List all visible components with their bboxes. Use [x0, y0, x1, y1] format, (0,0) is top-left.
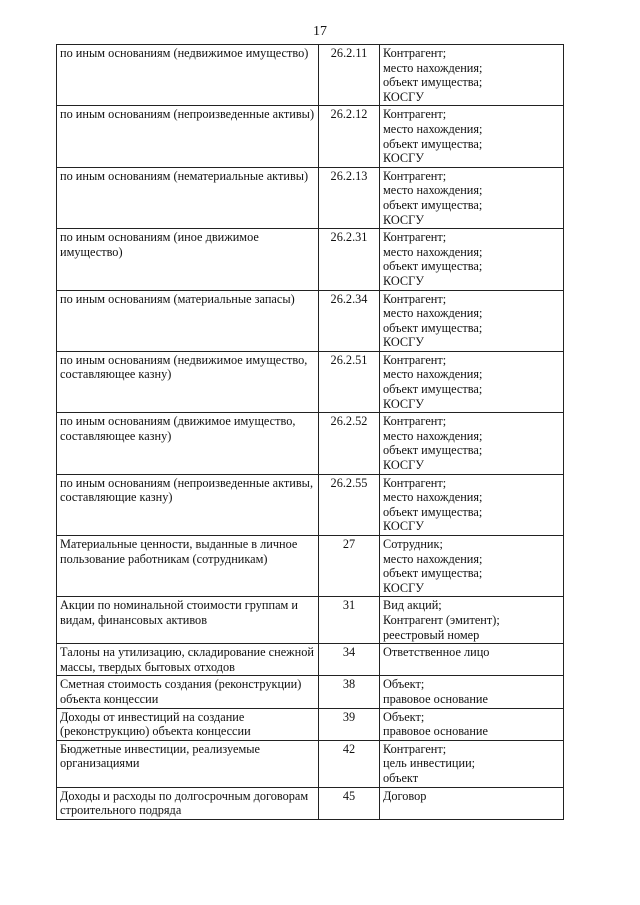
analytics-line: объект имущества; — [383, 382, 483, 397]
analytics-line: Контрагент; — [383, 107, 447, 122]
analytics-line: объект имущества; — [383, 197, 483, 212]
table-row — [57, 106, 564, 167]
analytics-line: Контрагент; — [383, 168, 447, 183]
analytics-line: Вид акций; — [383, 598, 442, 613]
analytics-line: КОСГУ — [383, 580, 424, 595]
analytics-line: место нахождения; — [383, 244, 483, 259]
table-row — [57, 45, 564, 106]
analytics-line: цель инвестиции; — [383, 756, 476, 771]
account-name-cell: по иным основаниям (движимое имущество, составляющее казну) — [57, 413, 319, 474]
account-name-cell: по иным основаниям (материальные запасы) — [57, 290, 319, 351]
analytics-cell — [380, 644, 564, 676]
account-name-cell: Материальные ценности, выданные в личное пользование работникам (сотрудникам) — [57, 536, 319, 597]
analytics-line: объект имущества; — [383, 443, 483, 458]
analytics-cell — [380, 290, 564, 351]
analytics-cell — [380, 351, 564, 412]
account-name-cell: Талоны на утилизацию, складирование снежной массы, твердых бытовых отходов — [57, 644, 319, 676]
account-code-cell: 42 — [319, 740, 380, 787]
table-row — [57, 229, 564, 290]
analytics-line: объект имущества; — [383, 320, 483, 335]
table-row — [57, 167, 564, 228]
analytics-line: место нахождения; — [383, 306, 483, 321]
analytics-line: место нахождения; — [383, 490, 483, 505]
table-row — [57, 536, 564, 597]
analytics-line: КОСГУ — [383, 458, 424, 473]
analytics-line: Ответственное лицо — [383, 645, 490, 660]
table-row — [57, 597, 564, 644]
analytics-line: место нахождения; — [383, 60, 483, 75]
account-code-cell: 45 — [319, 787, 380, 819]
analytics-line: реестровый номер — [383, 627, 480, 642]
analytics-line: Контрагент; — [383, 475, 447, 490]
analytics-line: правовое основание — [383, 691, 488, 706]
analytics-line: КОСГУ — [383, 519, 424, 534]
account-code-cell: 26.2.34 — [319, 290, 380, 351]
table-row — [57, 413, 564, 474]
analytics-line: Контрагент; — [383, 352, 447, 367]
table-row — [57, 474, 564, 535]
analytics-line: Контрагент (эмитент); — [383, 612, 500, 627]
analytics-cell — [380, 106, 564, 167]
table-row — [57, 644, 564, 676]
account-code-cell: 38 — [319, 676, 380, 708]
analytics-line: КОСГУ — [383, 396, 424, 411]
analytics-cell — [380, 597, 564, 644]
account-name-cell: Бюджетные инвестиции, реализуемые организациями — [57, 740, 319, 787]
analytics-line: Сотрудник; — [383, 537, 443, 551]
analytics-line: место нахождения; — [383, 183, 483, 198]
analytics-cell — [380, 708, 564, 740]
analytics-line: КОСГУ — [383, 273, 424, 288]
analytics-line: Контрагент; — [383, 291, 447, 306]
analytics-line: объект имущества; — [383, 136, 483, 151]
analytics-line: Контрагент; — [383, 46, 447, 60]
analytics-line: место нахождения; — [383, 428, 483, 443]
table-row — [57, 708, 564, 740]
analytics-line: Договор — [383, 788, 427, 803]
account-name-cell: Акции по номинальной стоимости группам и видам, финансовых активов — [57, 597, 319, 644]
analytics-cell — [380, 536, 564, 597]
account-code-cell: 27 — [319, 536, 380, 597]
analytics-line: Контрагент; — [383, 414, 447, 429]
account-name-cell: по иным основаниям (недвижимое имущество, составляющее казну) — [57, 351, 319, 412]
account-name-cell: по иным основаниям (недвижимое имущество) — [57, 45, 319, 106]
analytics-line: Объект; — [383, 709, 425, 724]
account-name-cell: по иным основаниям (непроизведенные активы, составляющие казну) — [57, 474, 319, 535]
table-row — [57, 676, 564, 708]
table-row — [57, 290, 564, 351]
analytics-cell — [380, 474, 564, 535]
analytics-line: КОСГУ — [383, 212, 424, 227]
analytics-cell — [380, 413, 564, 474]
account-code-cell: 39 — [319, 708, 380, 740]
analytics-line: Объект; — [383, 677, 425, 692]
analytics-line: Контрагент; — [383, 741, 447, 756]
analytics-line: правовое основание — [383, 724, 488, 739]
page-number: 17 — [313, 24, 327, 39]
account-name-cell: по иным основаниям (иное движимое имущество) — [57, 229, 319, 290]
account-name-cell: Доходы и расходы по долгосрочным договорам строительного подряда — [57, 787, 319, 819]
account-code-cell: 26.2.11 — [319, 45, 380, 106]
account-name-cell: по иным основаниям (нематериальные активы) — [57, 167, 319, 228]
table-row — [57, 740, 564, 787]
account-code-cell: 34 — [319, 644, 380, 676]
table-row — [57, 351, 564, 412]
analytics-line: объект имущества; — [383, 566, 483, 581]
account-code-cell: 26.2.13 — [319, 167, 380, 228]
analytics-line: объект имущества; — [383, 75, 483, 90]
account-name-cell: Доходы от инвестиций на создание (реконструкцию) объекта концессии — [57, 708, 319, 740]
analytics-line: объект имущества; — [383, 504, 483, 519]
analytics-line: КОСГУ — [383, 151, 424, 166]
analytics-cell — [380, 676, 564, 708]
table-row — [57, 787, 564, 819]
account-code-cell: 26.2.52 — [319, 413, 380, 474]
account-code-cell: 31 — [319, 597, 380, 644]
analytics-cell — [380, 740, 564, 787]
analytics-line: Контрагент; — [383, 230, 447, 245]
accounts-table — [56, 44, 564, 820]
analytics-line: место нахождения; — [383, 121, 483, 136]
analytics-line: КОСГУ — [383, 89, 424, 104]
analytics-cell — [380, 787, 564, 819]
analytics-cell — [380, 229, 564, 290]
analytics-line: объект — [383, 770, 419, 785]
account-name-cell: Сметная стоимость создания (реконструкции) объекта концессии — [57, 676, 319, 708]
account-code-cell: 26.2.12 — [319, 106, 380, 167]
analytics-line: место нахождения; — [383, 367, 483, 382]
analytics-line: объект имущества; — [383, 259, 483, 274]
account-name-cell: по иным основаниям (непроизведенные активы) — [57, 106, 319, 167]
analytics-line: место нахождения; — [383, 551, 483, 566]
analytics-cell — [380, 45, 564, 106]
table-body — [57, 45, 564, 820]
account-code-cell: 26.2.55 — [319, 474, 380, 535]
analytics-line: КОСГУ — [383, 335, 424, 350]
account-code-cell: 26.2.51 — [319, 351, 380, 412]
analytics-cell — [380, 167, 564, 228]
account-code-cell: 26.2.31 — [319, 229, 380, 290]
